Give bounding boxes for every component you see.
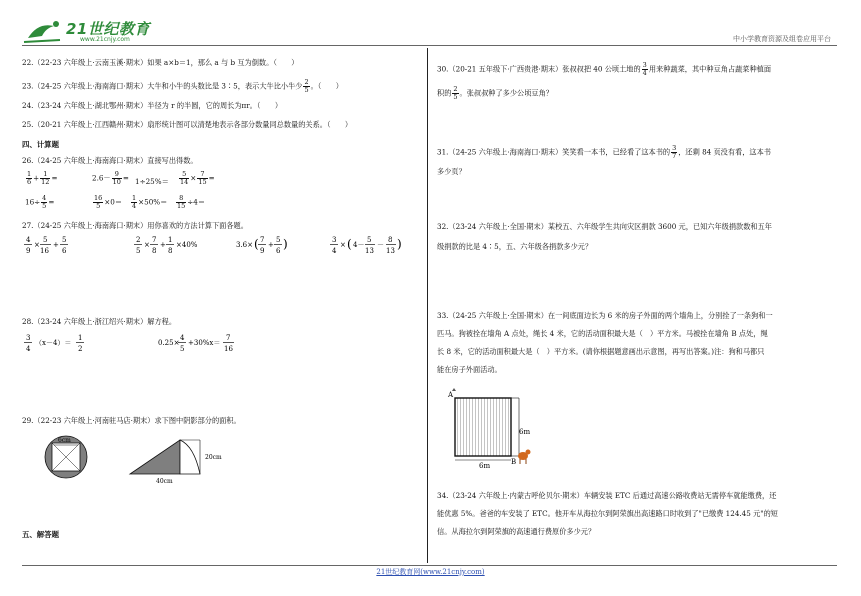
question-30-line2: 积的 $\frac{2}{5}$ 。张叔叔种了多少公顷豆角？ bbox=[437, 85, 553, 101]
calc-26-3: 1÷25%＝ bbox=[135, 177, 169, 186]
logo-subtext: www.21cnjy.com bbox=[80, 36, 130, 43]
calc-26-7: $\frac{1}{4}$ ×50%＝ bbox=[132, 194, 168, 210]
question-30-line1: 30.（20-21 五年级下·广西贵港·期末）张叔叔把 40 公顷土地的 $\frac{3}{4}$ 用来种蔬菜，其中种豆角占蔬菜种植面 bbox=[437, 61, 772, 77]
question-26: 26.（24-25 六年级上·海南海口·期末）直接写出得数。 bbox=[22, 156, 198, 165]
label-6cm: 6cm bbox=[58, 437, 71, 444]
svg-text:3: 3 bbox=[332, 236, 337, 244]
svg-text:5: 5 bbox=[180, 345, 185, 353]
question-24: 24.（23-24 六年级上·湖北鄂州·期末）半径为 r 的半圆，它的周长为πr。（ ） bbox=[22, 101, 283, 110]
equations-28 bbox=[22, 330, 252, 356]
horse-icon bbox=[518, 450, 531, 465]
calc-26-2: 2.6－ $\frac{9}{10}$ = bbox=[92, 170, 129, 186]
svg-text:(: ( bbox=[254, 237, 259, 251]
svg-text:9: 9 bbox=[26, 247, 31, 255]
svg-text:5: 5 bbox=[62, 236, 67, 244]
dog-icon bbox=[452, 388, 456, 391]
svg-text:6: 6 bbox=[276, 247, 281, 255]
svg-text:×: × bbox=[34, 241, 40, 249]
svg-text:8: 8 bbox=[168, 247, 173, 255]
question-33-line2: 匹马。狗被拴在墙角 A 点处，绳长 4 米，它的活动面积最大是（ ）平方米。马被拴在墙角 B 点处，绳 bbox=[437, 329, 768, 338]
question-22: 22.（22-23 六年级上·云南玉溪·期末）如果 a×b＝1，那么 a 与 b 互为倒数。（ ） bbox=[22, 58, 299, 67]
svg-text:×40%: ×40% bbox=[176, 241, 198, 249]
shaded-triangle bbox=[130, 440, 180, 474]
svg-text:13: 13 bbox=[365, 247, 374, 255]
svg-text:7: 7 bbox=[260, 236, 265, 244]
svg-text:+30%x＝: +30%x＝ bbox=[188, 339, 221, 347]
svg-text:2: 2 bbox=[78, 345, 83, 353]
svg-text:1: 1 bbox=[168, 236, 173, 244]
svg-text:5: 5 bbox=[367, 236, 372, 244]
svg-text:): ) bbox=[283, 237, 288, 251]
question-31-line2: 多少页？ bbox=[437, 167, 466, 176]
svg-text:×: × bbox=[144, 241, 150, 249]
svg-text:+: + bbox=[53, 241, 59, 249]
svg-text:9: 9 bbox=[260, 247, 265, 255]
svg-text:+: + bbox=[160, 241, 166, 249]
svg-text:6: 6 bbox=[62, 247, 67, 255]
svg-text:3.6×: 3.6× bbox=[236, 241, 253, 249]
section-five-title: 五、解答题 bbox=[22, 530, 59, 539]
svg-text:7: 7 bbox=[226, 334, 231, 342]
question-33-line4: 能在房子外面活动。 bbox=[437, 365, 502, 374]
header-platform-name: 中小学教育资源及组卷应用平台 bbox=[733, 35, 831, 43]
svg-text:7: 7 bbox=[152, 236, 157, 244]
svg-text:(: ( bbox=[347, 237, 352, 251]
label-20cm: 20cm bbox=[205, 454, 222, 461]
shaded-area-figures bbox=[44, 432, 234, 484]
question-23: 23.（24-25 六年级上·海南海口·期末）大牛和小牛的头数比是 3∶5，表示大牛比小牛少 $\frac{2}{5}$ 。（ ） bbox=[22, 78, 343, 94]
label-point-b: B bbox=[511, 458, 517, 466]
question-33-line3: 长 8 米，它的活动面积最大是（ ）平方米。(请你根据题意画出示意图，再写出答案。)注：狗和马都只 bbox=[437, 347, 765, 356]
label-6m-side: 6m bbox=[519, 428, 531, 436]
label-40cm: 40cm bbox=[156, 478, 173, 484]
house-square bbox=[455, 398, 511, 456]
calc-27-expressions bbox=[22, 232, 422, 260]
question-34-line2: 能优惠 5%。爸爸的车安装了 ETC。他开车从海拉尔到阿荣旗出高速路口时收到了"已缴费 124.45 元"的短 bbox=[437, 509, 778, 518]
label-6m-bottom: 6m bbox=[479, 462, 491, 470]
calc-26-5: 16÷ $\frac{4}{5}$ = bbox=[25, 194, 55, 210]
calc-26-8: $\frac{8}{15}$ ÷4＝ bbox=[177, 194, 206, 210]
svg-text:+: + bbox=[268, 241, 274, 249]
svg-text:13: 13 bbox=[386, 247, 395, 255]
svg-text:0.25×: 0.25× bbox=[158, 339, 180, 347]
question-34-line3: 信。从海拉尔到阿荣旗的高速通行费原价多少元？ bbox=[437, 527, 596, 536]
svg-text:×: × bbox=[340, 241, 346, 249]
footer-rule bbox=[22, 565, 837, 566]
svg-text:16: 16 bbox=[224, 345, 233, 353]
svg-text:4: 4 bbox=[180, 334, 185, 342]
svg-text:－: － bbox=[377, 241, 384, 249]
header-rule bbox=[22, 45, 837, 46]
svg-text:2: 2 bbox=[136, 236, 141, 244]
svg-text:（x－4）＝: （x－4）＝ bbox=[35, 339, 72, 347]
svg-text:4－: 4－ bbox=[353, 241, 365, 249]
column-divider bbox=[427, 48, 428, 563]
svg-text:5: 5 bbox=[276, 236, 281, 244]
svg-text:16: 16 bbox=[40, 247, 49, 255]
question-32-line2: 级捐款的比是 4∶5，五、六年级各捐款多少元？ bbox=[437, 242, 593, 251]
svg-text:5: 5 bbox=[43, 236, 48, 244]
calc-26-4: $\frac{5}{14}$ × $\frac{7}{15}$ = bbox=[180, 170, 215, 186]
question-33-line1: 33.（24-25 六年级上·全国·期末）在一间底面边长为 6 米的房子外面的两个墙角上，分别拴了一条狗和一 bbox=[437, 311, 773, 320]
calc-26-1: $\frac{1}{6}$ + $\frac{1}{12}$ = bbox=[27, 170, 58, 186]
svg-text:4: 4 bbox=[26, 345, 31, 353]
svg-text:4: 4 bbox=[26, 236, 31, 244]
question-34-line1: 34.（23-24 六年级上·内蒙古呼伦贝尔·期末）车辆安装 ETC 后通过高速公路收费站无需停车就能缴费，还 bbox=[437, 491, 777, 500]
house-dog-horse-figure bbox=[445, 388, 545, 472]
label-point-a: A bbox=[448, 391, 454, 399]
svg-text:8: 8 bbox=[152, 247, 157, 255]
section-four-title: 四、计算题 bbox=[22, 140, 59, 149]
question-32-line1: 32.（23-24 六年级上·全国·期末）某校五、六年级学生共向灾区捐款 3600 元，已知六年级捐款数和五年 bbox=[437, 222, 772, 231]
svg-text:3: 3 bbox=[26, 334, 31, 342]
calc-26-6: $\frac{16}{5}$ ×0＝ bbox=[94, 194, 123, 210]
question-28: 28.（23-24 六年级上·浙江绍兴·期末）解方程。 bbox=[22, 317, 177, 326]
svg-text:1: 1 bbox=[78, 334, 83, 342]
footer-link[interactable]: 21世纪教育网(www.21cnjy.com) bbox=[376, 568, 485, 576]
svg-text:8: 8 bbox=[388, 236, 393, 244]
question-27: 27.（24-25 六年级上·海南海口·期末）用你喜欢的方法计算下面各题。 bbox=[22, 221, 248, 230]
question-29: 29.（22-23 六年级上·河南驻马店·期末）求下图中阴影部分的面积。 bbox=[22, 416, 241, 425]
logo-text: 21世纪教育 bbox=[66, 20, 150, 38]
question-25: 25.（20-21 六年级上·江西赣州·期末）扇形统计图可以清楚地表示各部分数量同总数量的关系。（ ） bbox=[22, 120, 353, 129]
svg-text:4: 4 bbox=[332, 247, 337, 255]
question-31-line1: 31.（24-25 六年级上·海南海口·期末）笑笑看一本书，已经看了这本书的 $\frac{3}{7}$ ，还剩 84 页没有看，这本书 bbox=[437, 144, 771, 160]
svg-text:): ) bbox=[397, 237, 402, 251]
svg-text:5: 5 bbox=[136, 247, 141, 255]
